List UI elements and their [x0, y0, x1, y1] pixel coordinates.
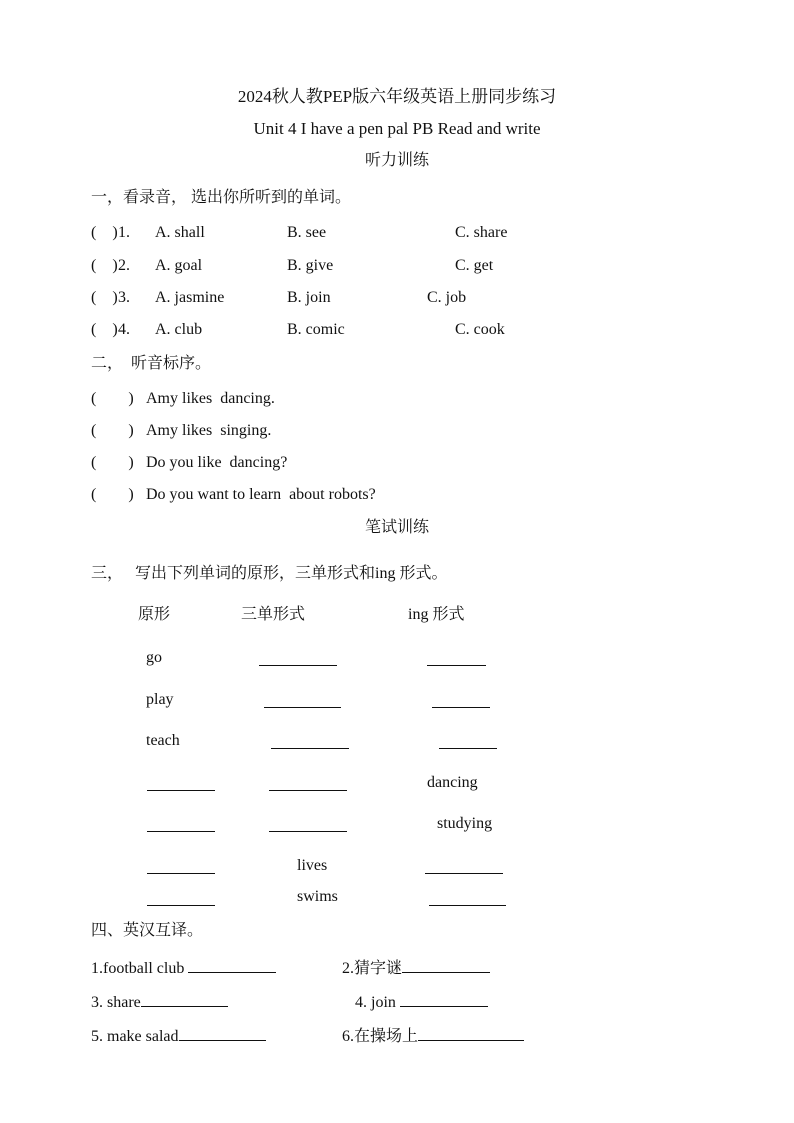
translation-item	[91, 991, 228, 1013]
word-cell: teach	[146, 732, 180, 749]
section2-heading: 二， 听音标序。	[91, 355, 212, 372]
translation-prompt: 2.猜字谜	[342, 960, 403, 977]
answer-blank[interactable]	[432, 692, 490, 708]
answer-blank[interactable]	[418, 1025, 524, 1041]
section1-heading: 一，看录音， 选出你所听到的单词。	[91, 189, 352, 206]
section4-heading: 四、英汉互译。	[91, 922, 204, 939]
answer-blank[interactable]	[271, 733, 349, 749]
column-third-person: 三单形式	[241, 606, 306, 623]
page-title: 2024秋人教PEP版六年级英语上册同步练习	[237, 87, 557, 106]
word-cell: go	[146, 649, 162, 666]
option-c: C. share	[455, 224, 508, 241]
option-b: B. see	[287, 224, 327, 241]
answer-blank[interactable]	[269, 775, 347, 791]
translation-prompt: 5. make salad	[91, 1028, 179, 1045]
option-b: B. join	[287, 289, 331, 306]
option-c: C. get	[455, 257, 494, 274]
word-cell: lives	[297, 857, 328, 874]
listening-heading: 听力训练	[364, 152, 429, 169]
translation-item	[342, 957, 490, 979]
column-base-form: 原形	[138, 606, 171, 623]
answer-blank[interactable]	[147, 890, 215, 906]
order-bracket[interactable]: ( )	[91, 486, 134, 503]
translation-item	[342, 1025, 524, 1047]
word-cell: studying	[437, 815, 493, 832]
answer-blank[interactable]	[429, 890, 506, 906]
option-b: B. comic	[287, 321, 345, 338]
option-a: A. shall	[155, 224, 205, 241]
question-number: 4.	[118, 321, 130, 338]
word-cell: swims	[297, 888, 338, 905]
translation-prompt: 3. share	[91, 994, 141, 1011]
sentence: Do you want to learn about robots?	[146, 486, 376, 503]
order-bracket[interactable]: ( )	[91, 390, 134, 407]
translation-prompt: 6.在操场上	[342, 1028, 419, 1045]
question-number: 2.	[118, 257, 130, 274]
answer-blank[interactable]	[147, 858, 215, 874]
question-number: 3.	[118, 289, 130, 306]
answer-blank[interactable]	[425, 858, 503, 874]
sentence: Amy likes singing.	[146, 422, 272, 439]
option-c: C. job	[427, 289, 467, 306]
answer-blank[interactable]	[188, 957, 276, 973]
order-bracket[interactable]: ( )	[91, 454, 134, 471]
answer-blank[interactable]	[400, 991, 488, 1007]
answer-blank[interactable]	[439, 733, 497, 749]
option-a: A. club	[155, 321, 203, 338]
option-c: C. cook	[455, 321, 505, 338]
option-a: A. jasmine	[155, 289, 225, 306]
translation-item	[91, 957, 276, 979]
answer-bracket[interactable]: ( )	[91, 289, 118, 306]
unit-subtitle: Unit 4 I have a pen pal PB Read and write	[253, 119, 541, 138]
order-bracket[interactable]: ( )	[91, 422, 134, 439]
answer-blank[interactable]	[427, 650, 486, 666]
answer-blank[interactable]	[141, 991, 228, 1007]
translation-prompt: 4. join	[355, 994, 400, 1011]
column-ing-form: ing 形式	[408, 606, 465, 623]
section3-heading: 三， 写出下列单词的原形，三单形式和ing 形式。	[91, 565, 448, 582]
answer-blank[interactable]	[269, 816, 347, 832]
answer-blank[interactable]	[264, 692, 341, 708]
translation-item	[91, 1025, 266, 1047]
sentence: Amy likes dancing.	[146, 390, 275, 407]
word-cell: dancing	[427, 774, 478, 791]
answer-blank[interactable]	[179, 1025, 266, 1041]
answer-blank[interactable]	[147, 816, 215, 832]
question-number: 1.	[118, 224, 130, 241]
answer-bracket[interactable]: ( )	[91, 257, 118, 274]
option-a: A. goal	[155, 257, 203, 274]
translation-prompt: 1.football club	[91, 960, 189, 977]
word-cell: play	[146, 691, 174, 708]
answer-blank[interactable]	[402, 957, 490, 973]
answer-bracket[interactable]: ( )	[91, 321, 118, 338]
translation-item	[355, 991, 488, 1013]
answer-blank[interactable]	[147, 775, 215, 791]
answer-blank[interactable]	[259, 650, 337, 666]
answer-bracket[interactable]: ( )	[91, 224, 118, 241]
sentence: Do you like dancing?	[146, 454, 288, 471]
option-b: B. give	[287, 257, 334, 274]
written-heading: 笔试训练	[364, 519, 429, 536]
